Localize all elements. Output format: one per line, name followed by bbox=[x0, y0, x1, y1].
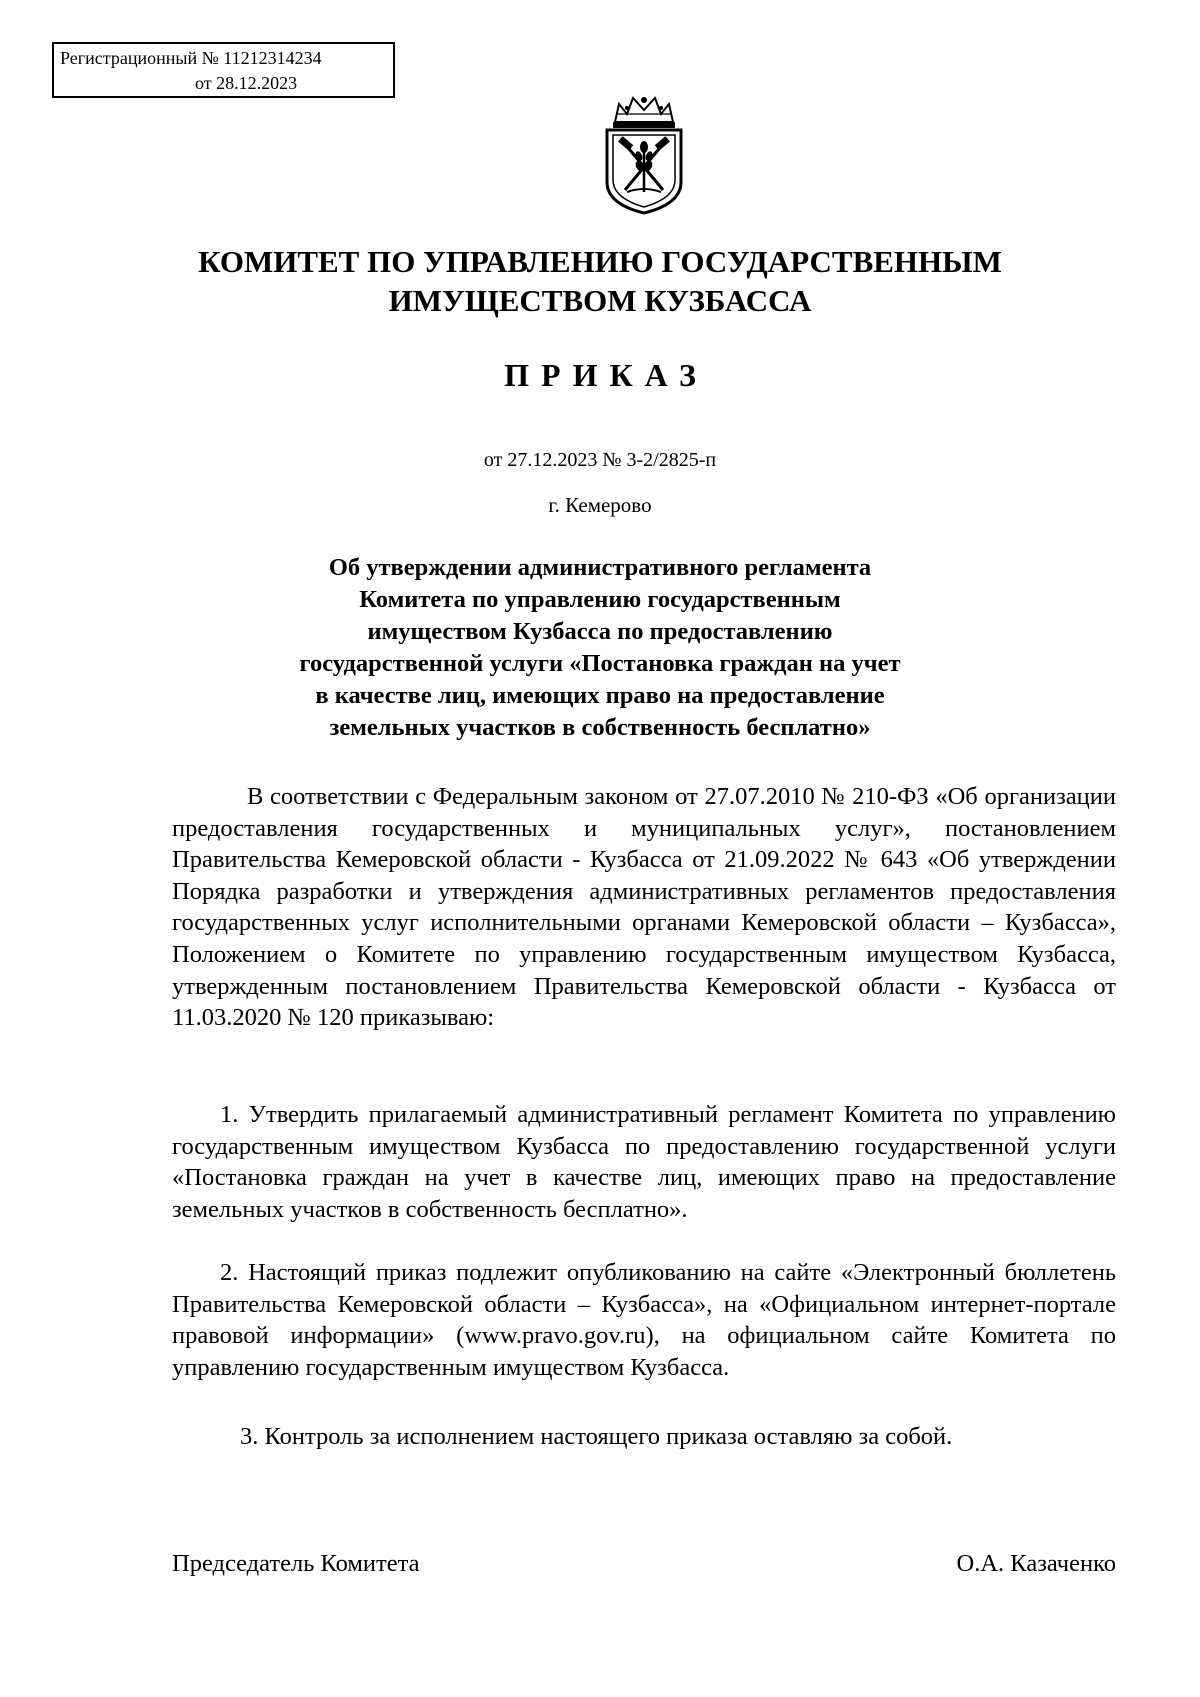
signatory-name: О.А. Казаченко bbox=[956, 1550, 1116, 1577]
order-number: от 27.12.2023 № 3-2/2825-п bbox=[483, 449, 717, 471]
subject-line: земельных участков в собственность бесплатно» bbox=[329, 714, 871, 741]
subject-line: имуществом Кузбасса по предоставлению bbox=[367, 618, 833, 645]
order-item-3: 3. Контроль за исполнением настоящего приказа оставляю за собой. bbox=[240, 1423, 953, 1450]
registration-number: Регистрационный № 11212314234 bbox=[60, 48, 322, 68]
subject-line: Об утверждении административного регламента bbox=[328, 554, 872, 581]
registration-stamp bbox=[52, 42, 395, 98]
document-type-title: ПРИКАЗ bbox=[504, 357, 708, 393]
subject-line: в качестве лиц, имеющих право на предоставление bbox=[315, 682, 885, 709]
committee-name bbox=[0, 242, 1200, 320]
order-item-1: 1. Утвердить прилагаемый административный регламент Комитета по управлению государственным имуществом Кузбасса по предоставлению государственной услуги «Постановка граждан на учет в качестве лиц, имеющих право на предоставление земельных участков в собственность бесплатно». bbox=[172, 1101, 1116, 1223]
preamble-paragraph: В соответствии с Федеральным законом от 27.07.2010 № 210-ФЗ «Об организации предоставления государственных и муниципальных услуг», постановлением Правительства Кемеровской области - Кузбасса от 21.09.2022 № 643 «Об утверждении Порядка разработки и утверждения административных регламентов предоставления государственных услуг исполнительными органами Кемеровской области – Кузбасса», Положением о Комитете по управлению государственным имуществом Кузбасса, утвержденным постановлением Правительства Кемеровской области - Кузбасса от 11.03.2020 № 120 приказываю: bbox=[172, 783, 1116, 1032]
committee-name-line1: КОМИТЕТ ПО УПРАВЛЕНИЮ ГОСУДАРСТВЕННЫМ bbox=[198, 244, 1002, 279]
order-subject bbox=[250, 552, 950, 744]
subject-line: Комитета по управлению государственным bbox=[359, 586, 841, 613]
order-city: г. Кемерово bbox=[548, 493, 652, 517]
signature-block bbox=[172, 1550, 1116, 1578]
subject-line: государственной услуги «Постановка граждан на учет bbox=[299, 650, 901, 677]
signatory-position: Председатель Комитета bbox=[172, 1550, 420, 1577]
order-item-2: 2. Настоящий приказ подлежит опубликованию на сайте «Электронный бюллетень Правительства Кемеровской области – Кузбасса», на «Официальном интернет-портале правовой информации» (www.pravo.gov.ru), на официальном сайте Комитета по управлению государственным имуществом Кузбасса. bbox=[172, 1259, 1116, 1381]
committee-name-line2: ИМУЩЕСТВОМ КУЗБАССА bbox=[388, 283, 812, 318]
kuzbass-coat-of-arms-icon bbox=[597, 92, 691, 215]
registration-date: от 28.12.2023 bbox=[195, 73, 298, 93]
